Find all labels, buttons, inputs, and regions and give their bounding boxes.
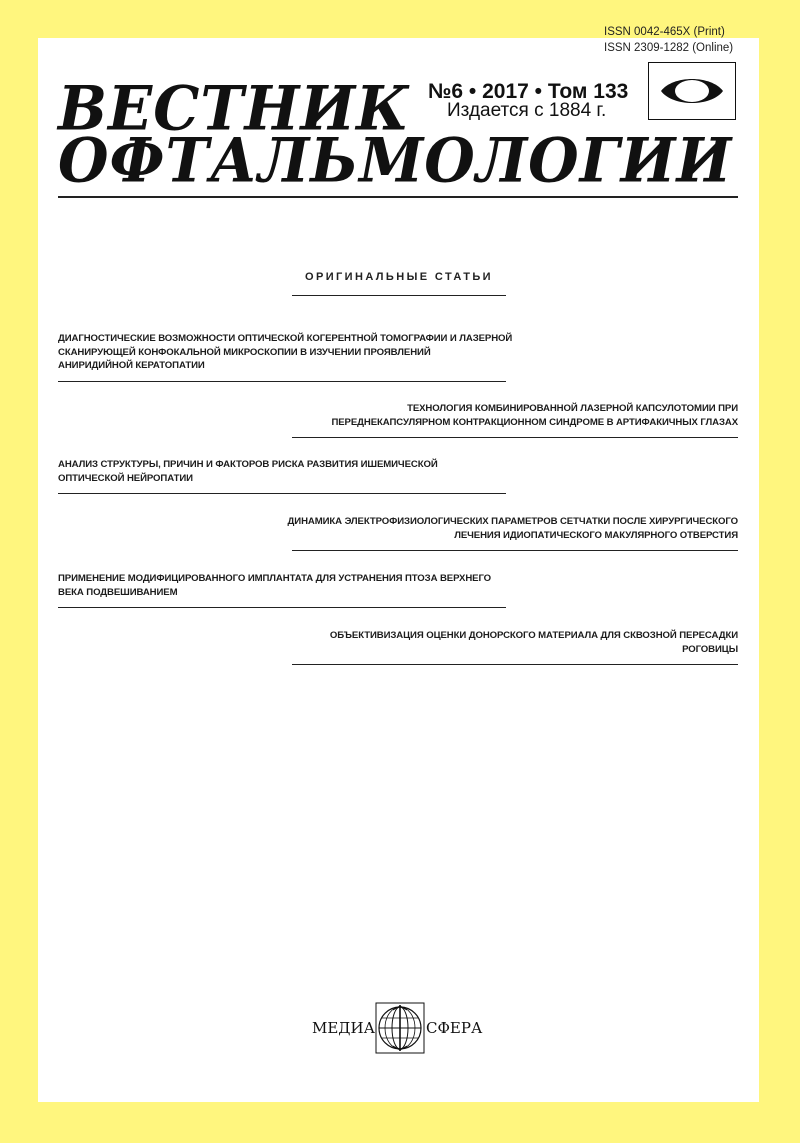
issn-print: ISSN 0042-465X (Print)	[604, 26, 725, 38]
article-3[interactable]	[58, 458, 518, 485]
globe-icon	[375, 1002, 425, 1054]
masthead-divider	[58, 196, 738, 198]
cover-page	[38, 38, 759, 1102]
article-2-line-1: ТЕХНОЛОГИЯ КОМБИНИРОВАННОЙ ЛАЗЕРНОЙ КАПСУЛОТОМИИ ПРИ	[407, 403, 738, 414]
issue-info: №6 • 2017 • Том 133	[428, 80, 629, 103]
issn-block	[604, 24, 733, 56]
article-5-line-1: ПРИМЕНЕНИЕ МОДИФИЦИРОВАННОГО ИМПЛАНТАТА ДЛЯ УСТРАНЕНИЯ ПТОЗА ВЕРХНЕГО	[58, 573, 492, 584]
article-1-line-2: СКАНИРУЮЩЕЙ КОНФОКАЛЬНОЙ МИКРОСКОПИИ В ИЗУЧЕНИИ ПРОЯВЛЕНИЙ	[58, 346, 431, 358]
article-1-rule	[58, 381, 506, 382]
publisher-name-right: СФЕРА	[426, 1019, 483, 1037]
article-6[interactable]	[278, 629, 738, 656]
article-1-line-3: АНИРИДИЙНОЙ КЕРАТОПАТИИ	[58, 360, 205, 371]
article-2[interactable]	[278, 402, 738, 429]
article-3-rule	[58, 493, 506, 494]
article-6-line-2: РОГОВИЦЫ	[682, 643, 738, 655]
article-2-rule	[292, 437, 738, 438]
publisher-name-left: МЕДИА	[312, 1019, 375, 1037]
article-4-rule	[292, 550, 738, 551]
article-2-line-2: ПЕРЕДНЕКАПСУЛЯРНОМ КОНТРАКЦИОННОМ СИНДРОМЕ В АРТИФАКИЧНЫХ ГЛАЗАХ	[331, 416, 738, 428]
article-6-line-1: ОБЪЕКТИВИЗАЦИЯ ОЦЕНКИ ДОНОРСКОГО МАТЕРИАЛА ДЛЯ СКВОЗНОЙ ПЕРЕСАДКИ	[329, 630, 738, 641]
article-5-rule	[58, 607, 506, 608]
article-6-rule	[292, 664, 738, 665]
eye-logo-box	[648, 62, 736, 120]
article-1-line-1: ДИАГНОСТИЧЕСКИЕ ВОЗМОЖНОСТИ ОПТИЧЕСКОЙ КОГЕРЕНТНОЙ ТОМОГРАФИИ И ЛАЗЕРНОЙ	[58, 333, 513, 344]
article-4-line-1: ДИНАМИКА ЭЛЕКТРОФИЗИОЛОГИЧЕСКИХ ПАРАМЕТРОВ СЕТЧАТКИ ПОСЛЕ ХИРУРГИЧЕСКОГО	[287, 516, 738, 527]
eye-icon	[659, 71, 725, 111]
journal-title-line2: ОФТАЛЬМОЛОГИИ	[58, 124, 733, 197]
section-underline	[292, 295, 506, 296]
article-4-line-2: ЛЕЧЕНИЯ ИДИОПАТИЧЕСКОГО МАКУЛЯРНОГО ОТВЕРСТИЯ	[454, 529, 738, 541]
journal-title-line1: ВЕСТНИК	[58, 72, 410, 145]
published-since: Издается с 1884 г.	[447, 100, 607, 121]
article-4[interactable]	[278, 515, 738, 542]
section-title: ОРИГИНАЛЬНЫЕ СТАТЬИ	[305, 271, 493, 283]
article-5-line-2: ВЕКА ПОДВЕШИВАНИЕМ	[58, 586, 178, 598]
article-3-line-1: АНАЛИЗ СТРУКТУРЫ, ПРИЧИН И ФАКТОРОВ РИСКА РАЗВИТИЯ ИШЕМИЧЕСКОЙ	[58, 459, 438, 470]
article-5[interactable]	[58, 572, 518, 599]
article-3-line-2: ОПТИЧЕСКОЙ НЕЙРОПАТИИ	[58, 472, 193, 484]
publisher-logo	[312, 1000, 492, 1056]
issn-online: ISSN 2309-1282 (Online)	[604, 42, 734, 54]
article-1[interactable]	[58, 332, 518, 373]
